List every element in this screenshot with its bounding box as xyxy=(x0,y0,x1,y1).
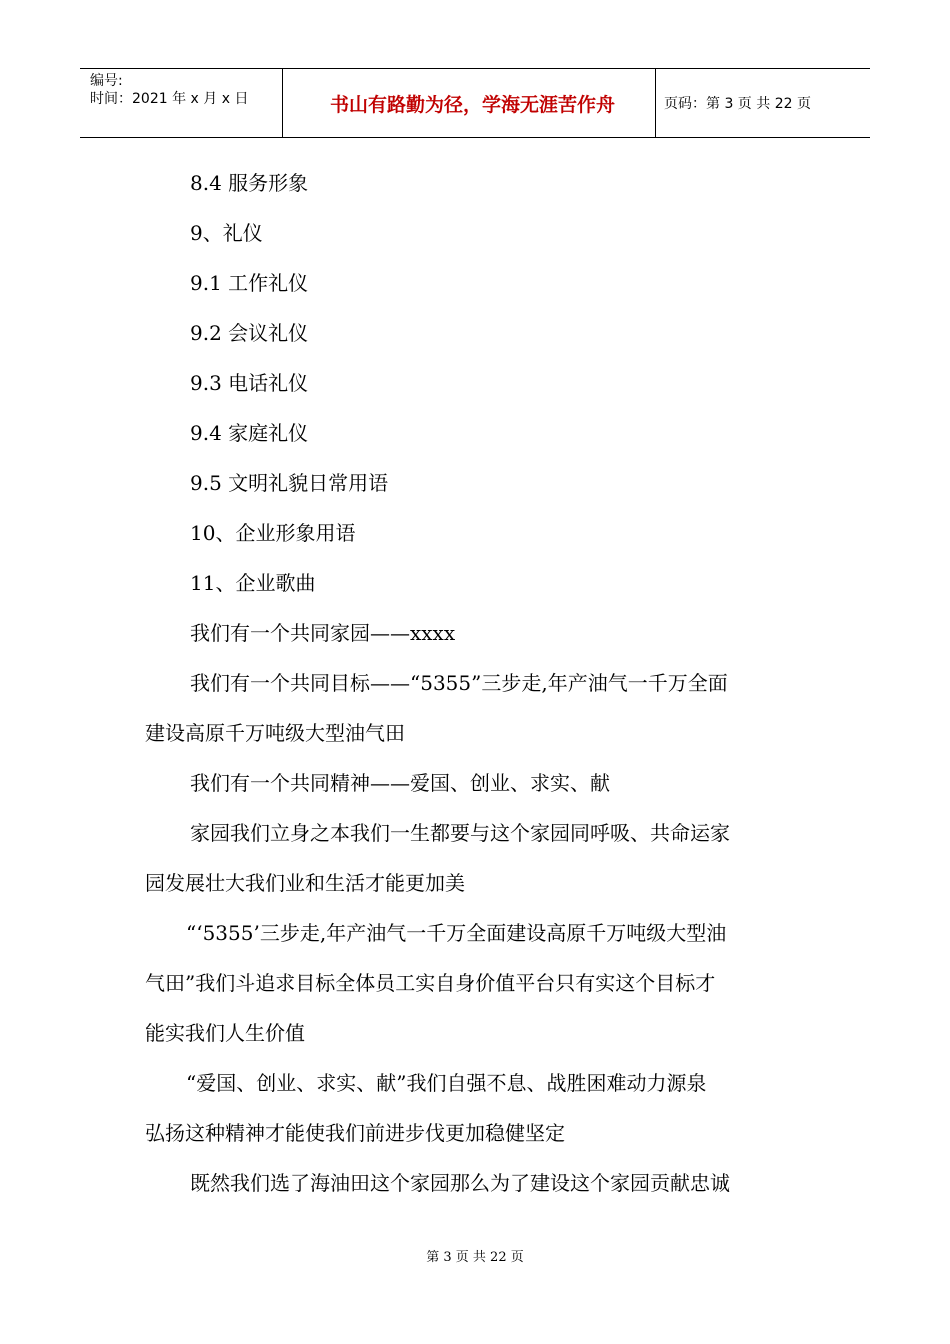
body-line: 8.4 服务形象 xyxy=(190,171,309,195)
body-line: “爱国、创业、求实、献”我们自强不息、战胜困难动力源泉 xyxy=(186,1071,707,1095)
body-line: 我们有一个共同精神——爱国、创业、求实、献 xyxy=(190,771,610,795)
body-line: 既然我们选了海油田这个家园那么为了建设这个家园贡献忠诚 xyxy=(190,1171,730,1195)
body-line: 我们有一个共同目标——“5355”三步走,年产油气一千万全面 xyxy=(190,671,728,695)
body-line: 园发展壮大我们业和生活才能更加美 xyxy=(145,871,465,895)
body-line: 11、企业歌曲 xyxy=(190,571,316,595)
body-line: 家园我们立身之本我们一生都要与这个家园同呼吸、共命运家 xyxy=(190,821,730,845)
body-line: 9.3 电话礼仪 xyxy=(190,371,309,395)
body-line: 10、企业形象用语 xyxy=(190,521,356,545)
body-line: “‘5355’三步走,年产油气一千万全面建设高原千万吨级大型油 xyxy=(186,921,727,945)
body-line: 9.5 文明礼貌日常用语 xyxy=(190,471,389,495)
header-motto: 书山有路勤为径，学海无涯苦作舟 xyxy=(329,93,615,116)
header-divider xyxy=(282,69,283,137)
body-line: 9、礼仪 xyxy=(190,221,263,245)
header-divider xyxy=(655,69,656,137)
body-line: 9.4 家庭礼仪 xyxy=(190,421,309,445)
header-page-info: 页码：第 3 页 共 22 页 xyxy=(664,96,811,112)
body-line: 能实我们人生价值 xyxy=(145,1021,305,1045)
time-label: 时间：2021 年 x 月 x 日 xyxy=(90,91,249,107)
page-footer: 第 3 页 共 22 页 xyxy=(426,1250,524,1265)
body-line: 9.2 会议礼仪 xyxy=(190,321,309,345)
body-line: 我们有一个共同家园——xxxx xyxy=(190,621,456,645)
body-line: 弘扬这种精神才能使我们前进步伐更加稳健坚定 xyxy=(145,1121,565,1145)
page-header xyxy=(80,68,870,138)
header-meta xyxy=(90,72,248,108)
body-line: 气田”我们斗追求目标全体员工实自身价值平台只有实这个目标才 xyxy=(145,971,716,995)
body-line: 9.1 工作礼仪 xyxy=(190,271,309,295)
number-label: 编号: xyxy=(90,73,123,89)
body-line: 建设高原千万吨级大型油气田 xyxy=(145,721,405,745)
